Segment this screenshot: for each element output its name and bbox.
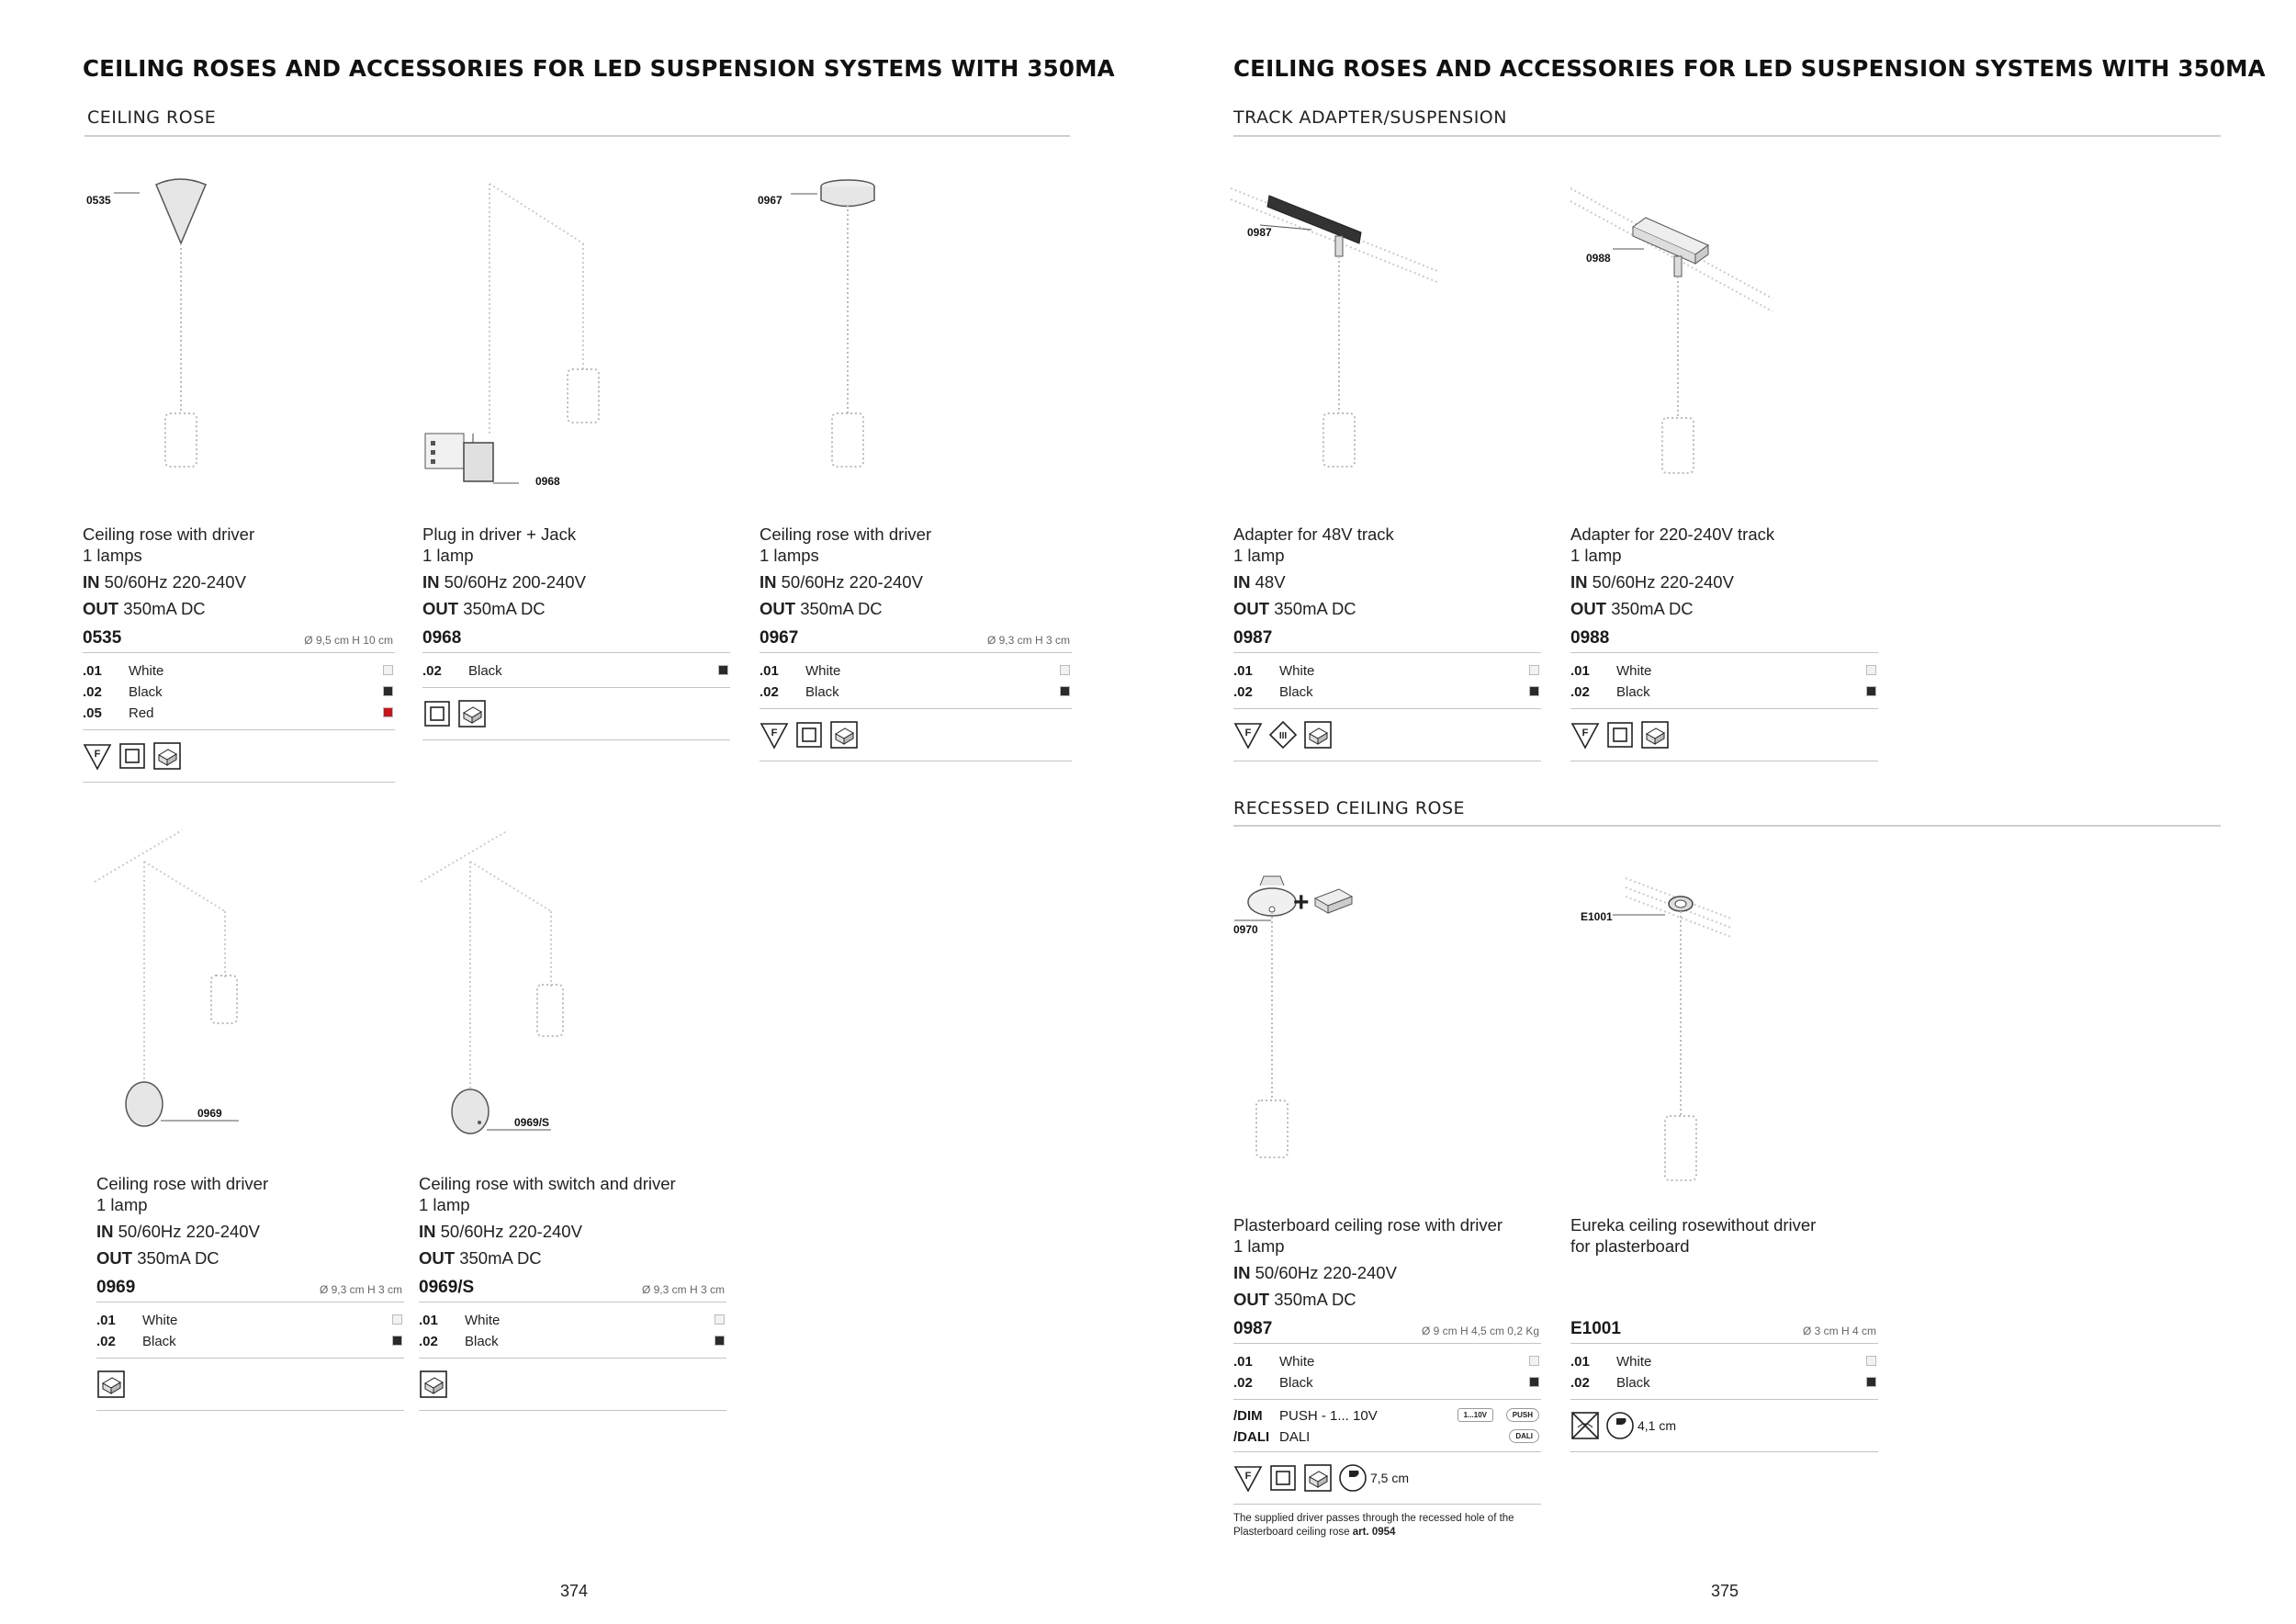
- color-swatch: [1060, 686, 1070, 696]
- product-code: 0988: [1570, 628, 1610, 648]
- color-swatch: [1866, 1377, 1876, 1387]
- color-swatch: [1866, 1356, 1876, 1366]
- hole-cut-icon: [1605, 1411, 1635, 1440]
- product-card-0969: [96, 1173, 404, 1411]
- box-install-icon: [829, 720, 859, 750]
- f-class-icon: [83, 741, 112, 771]
- page-header: CEILING ROSES AND ACCESSORIES FOR LED SUSPENSION SYSTEMS WITH 350MA: [83, 55, 1115, 82]
- product-dimensions: Ø 3 cm H 4 cm: [1802, 1325, 1876, 1337]
- certification-icons: [83, 730, 395, 783]
- product-image-0969s: [413, 827, 615, 1139]
- product-output: OUT 350mA DC: [83, 599, 206, 618]
- hole-cut-icon: [1338, 1463, 1367, 1493]
- section-title-track-adapter: TRACK ADAPTER/SUSPENSION: [1233, 107, 1507, 128]
- product-image-0970: [1231, 863, 1451, 1176]
- finish-row: .01 White: [1570, 1351, 1878, 1372]
- box-install-icon: [419, 1370, 448, 1399]
- product-input: IN 50/60Hz 220-240V: [1570, 572, 1734, 592]
- color-swatch: [1529, 1377, 1539, 1387]
- product-image-0969: [87, 827, 271, 1139]
- color-swatch: [1060, 665, 1070, 675]
- finish-row: .02 Black: [1233, 1372, 1541, 1393]
- color-swatch: [383, 665, 393, 675]
- f-class-icon: [760, 720, 789, 750]
- svg-text:F: F: [94, 749, 101, 760]
- box-install-icon: [152, 741, 182, 771]
- product-input: IN 50/60Hz 220-240V: [96, 1222, 260, 1241]
- finish-row: .02 Black: [1233, 682, 1541, 703]
- dim-badge: 1...10V: [1458, 1408, 1493, 1422]
- color-swatch: [392, 1336, 402, 1346]
- class-ii-icon: [1268, 1463, 1298, 1493]
- product-code: 0969: [96, 1278, 136, 1297]
- product-output: OUT 350mA DC: [96, 1248, 219, 1268]
- svg-text:+: +: [1293, 887, 1310, 918]
- product-lamps: 1 lamp: [1233, 1236, 1285, 1256]
- product-dimensions: Ø 9,3 cm H 3 cm: [986, 634, 1070, 647]
- hole-size-label: 7,5 cm: [1370, 1471, 1410, 1485]
- finish-row: .01 White: [419, 1310, 726, 1331]
- finish-list: [1233, 653, 1541, 709]
- product-image-0988: [1570, 179, 1782, 491]
- certification-icons: [1570, 709, 1878, 761]
- product-image-0967: [748, 170, 932, 473]
- certification-icons: [422, 688, 730, 740]
- finish-row: .02 Black: [419, 1331, 726, 1352]
- svg-text:F: F: [1244, 1471, 1252, 1482]
- product-image-label: 0535: [86, 194, 111, 207]
- color-swatch: [718, 665, 728, 675]
- finish-list: [1233, 1344, 1541, 1400]
- product-code: 0535: [83, 628, 122, 648]
- finish-row: .02 Black: [760, 682, 1072, 703]
- product-name: Ceiling rose with driver: [96, 1174, 269, 1193]
- product-code: 0987: [1233, 1319, 1273, 1338]
- finish-row: .02 Black: [422, 660, 730, 682]
- svg-text:F: F: [1581, 727, 1589, 739]
- svg-text:F: F: [771, 727, 778, 739]
- f-class-icon: [1570, 720, 1600, 750]
- product-card-0970: [1233, 1214, 1541, 1539]
- box-install-icon: [457, 699, 487, 728]
- finish-list: [83, 653, 395, 730]
- page-number: 375: [1711, 1582, 1739, 1600]
- class-ii-icon: [118, 741, 147, 771]
- certification-icons: [1233, 1452, 1541, 1505]
- product-code: 0967: [760, 628, 799, 648]
- finish-row: .01 White: [760, 660, 1072, 682]
- product-lamps: 1 lamp: [419, 1195, 470, 1214]
- color-swatch: [383, 707, 393, 717]
- finish-row: .02 Black: [96, 1331, 404, 1352]
- dali-badge: DALI: [1509, 1429, 1539, 1443]
- product-card-0967: [760, 524, 1072, 761]
- certification-icons: [419, 1359, 726, 1411]
- svg-text:F: F: [1244, 727, 1252, 739]
- variant-row-dim: /DIM PUSH - 1... 10V 1...10V PUSH: [1233, 1405, 1541, 1427]
- color-swatch: [715, 1336, 725, 1346]
- product-code: E1001: [1570, 1319, 1621, 1338]
- product-dimensions: Ø 9,3 cm H 3 cm: [641, 1283, 725, 1296]
- finish-list: [1570, 653, 1878, 709]
- product-name: Adapter for 220-240V track: [1570, 524, 1775, 544]
- box-install-icon: [1640, 720, 1670, 750]
- class-ii-icon: [1605, 720, 1635, 750]
- product-image-label: 0969: [197, 1107, 222, 1120]
- hole-size-label: 4,1 cm: [1638, 1418, 1677, 1433]
- product-dimensions: Ø 9,3 cm H 3 cm: [319, 1283, 402, 1296]
- finish-row: .01 White: [1233, 1351, 1541, 1372]
- product-image-label: 0987: [1247, 226, 1272, 239]
- product-image-label: 0969/S: [514, 1116, 550, 1129]
- class-ii-icon: [422, 699, 452, 728]
- finish-list: [1570, 1344, 1878, 1400]
- product-output: OUT 350mA DC: [419, 1248, 542, 1268]
- product-image-label: 0967: [758, 194, 782, 207]
- color-swatch: [1529, 1356, 1539, 1366]
- product-subtitle: for plasterboard: [1570, 1236, 1690, 1256]
- class-ii-icon: [794, 720, 824, 750]
- product-name: Plasterboard ceiling rose with driver: [1233, 1215, 1503, 1235]
- variant-row-dali: /DALI DALI DALI: [1233, 1427, 1541, 1448]
- product-code: 0968: [422, 628, 462, 648]
- product-card-e1001: [1570, 1214, 1878, 1452]
- certification-icons: [1570, 1400, 1878, 1452]
- product-name: Plug in driver + Jack: [422, 524, 577, 544]
- finish-list: [422, 653, 730, 688]
- page-number: 374: [560, 1582, 589, 1600]
- product-lamps: 1 lamp: [96, 1195, 148, 1214]
- product-dimensions: Ø 9 cm H 4,5 cm 0,2 Kg: [1421, 1325, 1539, 1337]
- product-image-0987: [1231, 179, 1442, 491]
- section-title-recessed: RECESSED CEILING ROSE: [1233, 798, 1466, 818]
- finish-row: .01 White: [1233, 660, 1541, 682]
- product-output: OUT 350mA DC: [422, 599, 546, 618]
- f-class-icon: [1233, 720, 1263, 750]
- product-input: IN 50/60Hz 220-240V: [83, 572, 246, 592]
- color-swatch: [383, 686, 393, 696]
- product-lamps: 1 lamp: [422, 546, 474, 565]
- finish-list: [96, 1303, 404, 1359]
- product-card-0968: [422, 524, 730, 740]
- product-name: Ceiling rose with switch and driver: [419, 1174, 676, 1193]
- finish-row: .02 Black: [83, 682, 395, 703]
- product-name: Adapter for 48V track: [1233, 524, 1394, 544]
- finish-row: .02 Black: [1570, 682, 1878, 703]
- product-input: IN 50/60Hz 200-240V: [422, 572, 586, 592]
- color-swatch: [715, 1314, 725, 1325]
- section-title-ceiling-rose: CEILING ROSE: [87, 107, 217, 128]
- page-header: CEILING ROSES AND ACCESSORIES FOR LED SUSPENSION SYSTEMS WITH 350MA: [1233, 55, 2266, 82]
- product-output: OUT 350mA DC: [1233, 1290, 1356, 1309]
- product-image-e1001: [1570, 863, 1791, 1194]
- product-output: OUT 350mA DC: [1233, 599, 1356, 618]
- f-class-icon: [1233, 1463, 1263, 1493]
- product-output: OUT 350mA DC: [760, 599, 883, 618]
- product-image-0968: [418, 175, 620, 505]
- push-badge: PUSH: [1506, 1408, 1539, 1422]
- product-image-label: E1001: [1581, 910, 1613, 923]
- certification-icons: [96, 1359, 404, 1411]
- section-rule: [1233, 135, 2221, 137]
- product-lamps: 1 lamp: [1233, 546, 1285, 565]
- color-swatch: [1866, 665, 1876, 675]
- product-card-0988: [1570, 524, 1878, 761]
- product-input: IN 48V: [1233, 572, 1286, 592]
- product-lamps: 1 lamps: [760, 546, 819, 565]
- product-card-0969s: [419, 1173, 726, 1411]
- product-input: IN 50/60Hz 220-240V: [760, 572, 923, 592]
- product-card-0535: [83, 524, 395, 783]
- finish-row: .01 White: [1570, 660, 1878, 682]
- svg-text:III: III: [1278, 731, 1288, 741]
- product-image-label: 0988: [1586, 252, 1611, 265]
- finish-row: .05 Red: [83, 703, 395, 724]
- color-swatch: [1866, 686, 1876, 696]
- product-code: 0969/S: [419, 1278, 475, 1297]
- product-name: Eureka ceiling rosewithout driver: [1570, 1215, 1817, 1235]
- box-install-icon: [96, 1370, 126, 1399]
- finish-row: .01 White: [96, 1310, 404, 1331]
- product-name: Ceiling rose with driver: [83, 524, 255, 544]
- product-output: OUT 350mA DC: [1570, 599, 1694, 618]
- no-insulation-icon: [1570, 1411, 1600, 1440]
- product-input: IN 50/60Hz 220-240V: [419, 1222, 582, 1241]
- product-image-label: 0970: [1233, 923, 1258, 936]
- box-install-icon: [1303, 1463, 1333, 1493]
- product-name: Ceiling rose with driver: [760, 524, 932, 544]
- dimming-variants: [1233, 1400, 1541, 1452]
- product-dimensions: Ø 9,5 cm H 10 cm: [304, 634, 393, 647]
- right-page: [1148, 0, 2296, 1624]
- section-rule: [84, 135, 1070, 137]
- class-iii-icon: [1268, 720, 1298, 750]
- product-input: IN 50/60Hz 220-240V: [1233, 1263, 1397, 1282]
- product-lamps: 1 lamps: [83, 546, 142, 565]
- finish-list: [760, 653, 1072, 709]
- color-swatch: [1529, 665, 1539, 675]
- installation-note: The supplied driver passes through the recessed hole of the Plasterboard ceiling rose art. 0954: [1233, 1513, 1514, 1538]
- certification-icons: [1233, 709, 1541, 761]
- certification-icons: [760, 709, 1072, 761]
- section-rule: [1233, 825, 2221, 827]
- finish-list: [419, 1303, 726, 1359]
- product-image-label: 0968: [535, 475, 560, 488]
- box-install-icon: [1303, 720, 1333, 750]
- product-card-0987: [1233, 524, 1541, 761]
- color-swatch: [392, 1314, 402, 1325]
- finish-row: .02 Black: [1570, 1372, 1878, 1393]
- color-swatch: [1529, 686, 1539, 696]
- product-code: 0987: [1233, 628, 1273, 648]
- product-lamps: 1 lamp: [1570, 546, 1622, 565]
- product-image-0535: [73, 170, 257, 473]
- finish-row: .01 White: [83, 660, 395, 682]
